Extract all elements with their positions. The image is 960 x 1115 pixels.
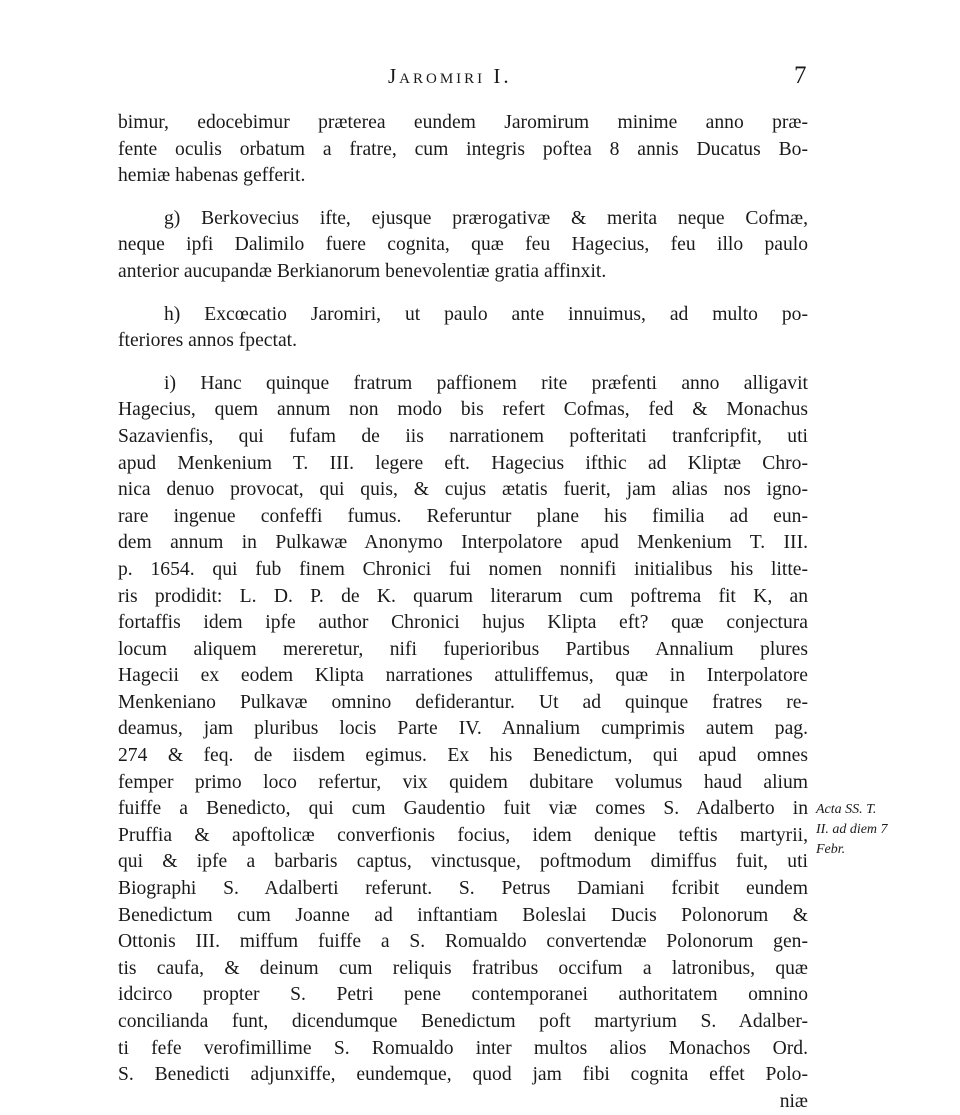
text-line: Biographi S. Adalberti referunt. S. Petrus Damiani fcribit eundem <box>118 878 808 900</box>
text-line: ris prodidit: L. D. P. de K. quarum literarum cum poftrema fit K, an <box>118 585 808 607</box>
text-line: locum aliquem mereretur, nifi fuperioribus Partibus Annalium plures <box>118 638 808 660</box>
text-line: anterior aucupandæ Berkianorum benevolentiæ gratia affinxit. <box>118 260 607 282</box>
note-g <box>118 206 808 286</box>
margin-note <box>816 800 936 860</box>
text-line: femper primo loco refertur, vix quidem dubitare volumus haud alium <box>118 771 808 793</box>
text-line: h) Excœcatio Jaromiri, ut paulo ante innuimus, ad multo po- <box>164 303 808 325</box>
text-line: ti fefe verofimillime S. Romualdo inter multos alios Monachos Ord. <box>118 1037 808 1059</box>
text-line: concilianda funt, dicendumque Benedictum poft martyrium S. Adalber- <box>118 1011 808 1032</box>
text-line: deamus, jam pluribus locis Parte IV. Annalium cumprimis autem pag. <box>118 718 808 740</box>
text-line: nica denuo provocat, qui quis, & cujus ætatis fuerit, jam alias nos igno- <box>118 479 808 501</box>
text-line: S. Benedicti adjunxiffe, eundemque, quod jam fibi cognita effet Polo- <box>118 1064 808 1086</box>
margin-note-line: Febr. <box>816 842 846 857</box>
text-line: Sazavienfis, qui fufam de iis narrationem pofteritati tranfcripfit, uti <box>118 425 808 447</box>
text-line: hemiæ habenas gefferit. <box>118 165 306 187</box>
text-line: dem annum in Pulkawæ Anonymo Interpolatore apud Menkenium T. III. <box>118 532 808 554</box>
text-line: qui & ipfe a barbaris captus, vinctusque, poftmodum dimiffus fuit, uti <box>118 851 808 873</box>
text-line: neque ipfi Dalimilo fuere cognita, quæ feu Hagecius, feu illo paulo <box>118 234 808 256</box>
margin-note-line: II. ad diem 7 <box>816 822 888 837</box>
text-line: idcirco propter S. Petri pene contemporanei authoritatem omnino <box>118 984 808 1006</box>
text-line: apud Menkenium T. III. legere eft. Hagecius ifthic ad Kliptæ Chro- <box>118 452 808 474</box>
page-number: 7 <box>794 62 807 89</box>
text-line: Hagecius, quem annum non modo bis refert Cofmas, fed & Monachus <box>118 399 808 421</box>
text-line: fteriores annos fpectat. <box>118 330 297 352</box>
text-line: p. 1654. qui fub finem Chronici fui nomen nonnifi initialibus his litte- <box>118 558 808 580</box>
text-line: i) Hanc quinque fratrum paffionem rite præfenti anno alligavit <box>164 372 808 394</box>
note-h <box>118 302 808 355</box>
text-line: fortaffis idem ipfe author Chronici hujus Klipta eft? quæ conjectura <box>118 612 808 634</box>
text-line: niæ <box>779 1090 808 1112</box>
note-continuation <box>118 110 808 190</box>
text-line: Menkeniano Pulkavæ omnino defiderantur. Ut ad quinque fratres re- <box>118 691 808 713</box>
text-line: Benedictum cum Joanne ad inftantiam Boleslai Ducis Polonorum & <box>118 904 808 926</box>
text-line: fuiffe a Benedicto, qui cum Gaudentio fuit viæ comes S. Adalberto in <box>118 798 808 820</box>
text-line: Ottonis III. miffum fuiffe a S. Romualdo convertendæ Polonorum gen- <box>118 931 808 953</box>
text-line: Hagecii ex eodem Klipta narrationes attuliffemus, quæ in Interpolatore <box>118 665 808 687</box>
text-line: tis caufa, & deinum cum reliquis fratribus occifum a latronibus, quæ <box>118 957 808 979</box>
margin-note-line: Acta SS. T. <box>816 802 877 817</box>
text-line: fente oculis orbatum a fratre, cum integris poftea 8 annis Ducatus Bo- <box>118 138 808 160</box>
note-i <box>118 371 808 1115</box>
text-line: rare ingenue confeffi fumus. Referuntur plane his fimilia ad eun- <box>118 505 808 527</box>
footnotes-body <box>118 110 808 1115</box>
running-title: Jaromiri I. <box>388 64 512 88</box>
page-header <box>0 58 960 98</box>
text-line: 274 & feq. de iisdem egimus. Ex his Benedictum, qui apud omnes <box>118 745 808 767</box>
text-line: Pruffia & apoftolicæ converfionis focius, idem denique teftis martyrii, <box>118 824 808 846</box>
text-line: g) Berkovecius ifte, ejusque prærogativæ & merita neque Cofmæ, <box>164 207 808 229</box>
text-line: bimur, edocebimur præterea eundem Jaromirum minime anno præ- <box>118 112 808 133</box>
